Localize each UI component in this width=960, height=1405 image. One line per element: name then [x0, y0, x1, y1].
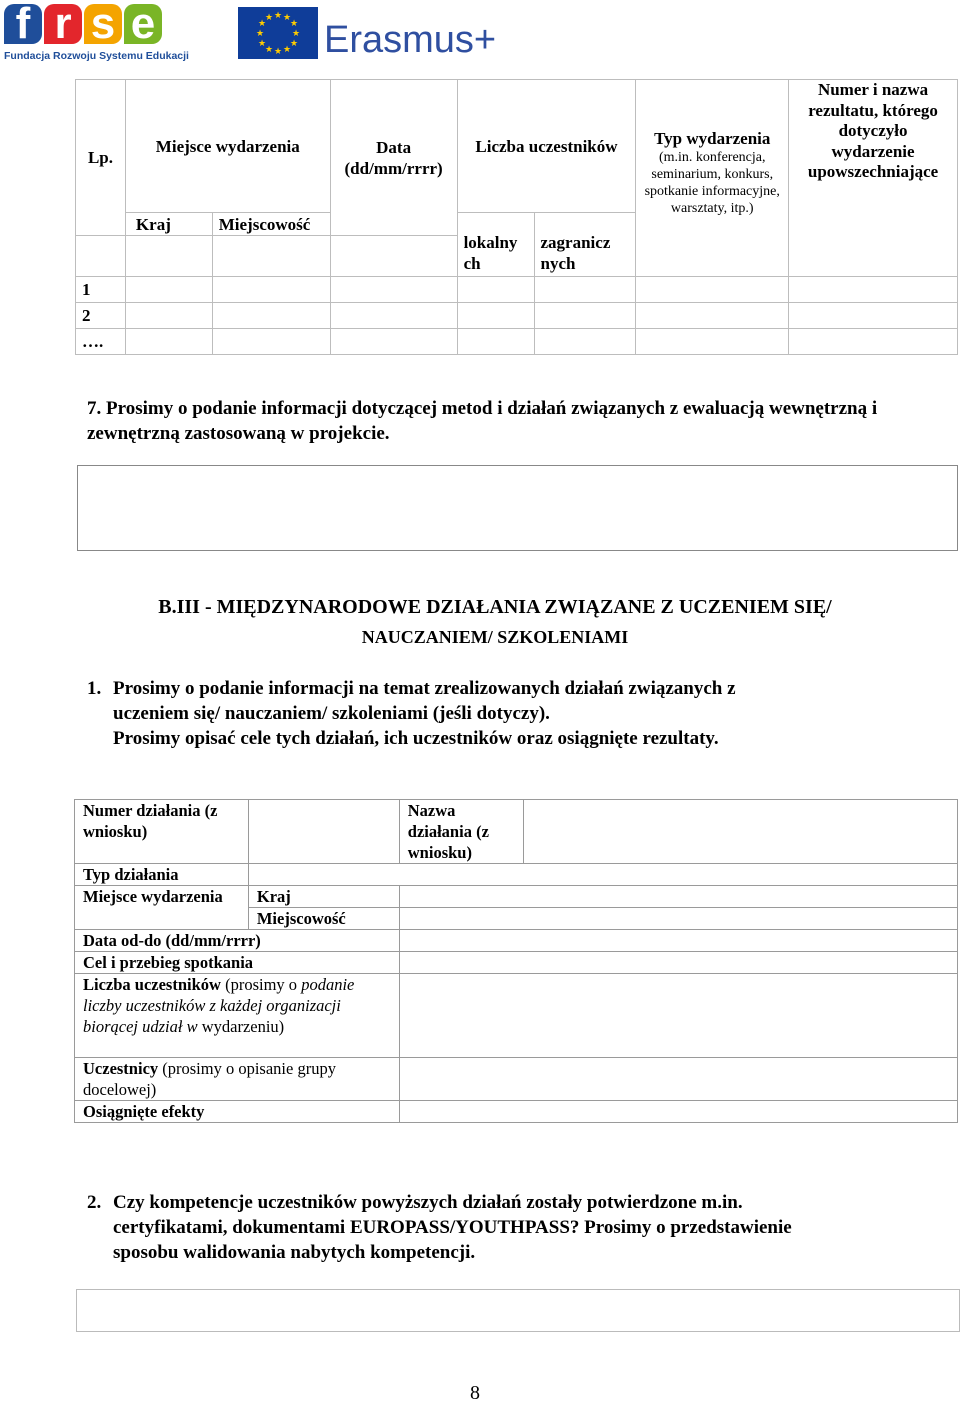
svg-text:★: ★	[255, 29, 265, 39]
answer-box-q2[interactable]	[76, 1289, 960, 1332]
svg-text:★: ★	[257, 39, 267, 49]
label-uczestnicy-rest: (prosimy o opisanie grupy docelowej)	[83, 1059, 336, 1099]
label-miejsce: Miejsce wydarzenia	[75, 886, 249, 930]
value-typ-dzialania[interactable]	[248, 864, 957, 886]
value-cel[interactable]	[399, 952, 957, 974]
label-liczba-bold: Liczba uczestników	[83, 975, 221, 994]
events-table	[75, 79, 958, 355]
answer-box-q7[interactable]	[77, 465, 958, 551]
value-miejscowosc[interactable]	[399, 908, 957, 930]
frse-letter-r: r	[44, 4, 82, 44]
svg-text:★: ★	[282, 45, 292, 55]
value-efekty[interactable]	[399, 1101, 957, 1123]
question-1-line2: uczeniem się/ nauczaniem/ szkoleniami (jeśli dotyczy).	[113, 703, 550, 724]
question-1-line3: Prosimy opisać cele tych działań, ich uczestników oraz osiągnięte rezultaty.	[113, 728, 719, 749]
label-efekty: Osiągnięte efekty	[75, 1101, 400, 1123]
svg-text:★: ★	[264, 45, 274, 55]
header-lp: Lp.	[76, 80, 126, 236]
header-miejscowosc: Miejscowość	[212, 213, 330, 236]
svg-text:★: ★	[289, 39, 299, 49]
header-typ	[636, 80, 789, 277]
header-kraj: Kraj	[125, 213, 212, 236]
frse-logo	[4, 0, 189, 62]
label-uczestnicy	[75, 1058, 400, 1101]
row-2-lp: 2	[76, 303, 126, 329]
section-b3-line2: NAUCZANIEM/ SZKOLENIAMI	[361, 627, 629, 647]
value-uczestnicy[interactable]	[399, 1058, 957, 1101]
label-nazwa-dzialania: Nazwa działania (z wniosku)	[399, 800, 523, 864]
activity-table	[74, 799, 958, 1123]
frse-letter-f: f	[4, 4, 42, 44]
svg-text:★: ★	[273, 47, 283, 57]
eu-flag-icon	[238, 7, 318, 59]
svg-text:★: ★	[273, 11, 283, 21]
frse-letter-s: s	[84, 4, 122, 44]
label-uczestnicy-bold: Uczestnicy	[83, 1059, 159, 1078]
value-kraj[interactable]	[399, 886, 957, 908]
value-liczba[interactable]	[399, 974, 957, 1058]
section-b3-title	[100, 592, 890, 652]
svg-text:★: ★	[282, 13, 292, 23]
question-1	[87, 676, 927, 751]
label-numer-dzialania: Numer działania (z wniosku)	[75, 800, 249, 864]
svg-text:★: ★	[289, 19, 299, 29]
page-number: 8	[470, 1382, 480, 1404]
header-miejsce: Miejsce wydarzenia	[125, 80, 330, 213]
label-cel: Cel i przebieg spotkania	[75, 952, 400, 974]
label-data: Data od-do (dd/mm/rrrr)	[75, 930, 400, 952]
question-2	[87, 1190, 947, 1265]
header-lokalnych: lokalny ch	[457, 213, 534, 277]
header-numer: Numer i nazwa rezultatu, którego dotyczyło wydarzenie upowszechniające	[789, 80, 958, 277]
label-liczba-italic: podanie liczby uczestników z każdej organizacji biorącej udział w	[83, 975, 355, 1036]
value-numer-dzialania[interactable]	[248, 800, 399, 864]
header-typ-label: Typ wydarzenia	[654, 129, 771, 148]
label-typ-dzialania: Typ działania	[75, 864, 249, 886]
header-data: Data (dd/mm/rrrr)	[330, 80, 457, 236]
frse-letter-e: e	[124, 4, 162, 44]
label-liczba-b: wydarzeniu)	[201, 1017, 285, 1036]
question-2-line1: Czy kompetencje uczestników powyższych działań zostały potwierdzone m.in.	[113, 1192, 743, 1213]
question-2-line2: certyfikatami, dokumentami EUROPASS/YOUTHPASS? Prosimy o przedstawienie	[113, 1217, 792, 1238]
row-1-lp: 1	[76, 277, 126, 303]
question-7: 7. Prosimy o podanie informacji dotyczącej metod i działań związanych z ewaluacją wewnętrzną i zewnętrzną zastosowaną w projekcie.	[87, 398, 878, 444]
question-1-line1: Prosimy o podanie informacji na temat zrealizowanych działań związanych z	[113, 678, 736, 699]
label-kraj: Kraj	[248, 886, 399, 908]
header-zagranicznych: zagranicz nych	[534, 213, 636, 277]
label-liczba	[75, 974, 400, 1058]
question-2-number: 2.	[87, 1192, 102, 1213]
svg-text:★: ★	[257, 19, 267, 29]
value-nazwa-dzialania[interactable]	[523, 800, 957, 864]
question-2-line3: sposobu walidowania nabytych kompetencji.	[113, 1242, 476, 1263]
label-liczba-a: (prosimy o	[225, 975, 298, 994]
label-miejscowosc: Miejscowość	[248, 908, 399, 930]
row-3-lp: ….	[76, 329, 126, 355]
section-b3-line1: B.III - MIĘDZYNARODOWE DZIAŁANIA ZWIĄZANE Z UCZENIEM SIĘ/	[158, 596, 832, 618]
header-typ-note: (m.in. konferencja, seminarium, konkurs, spotkanie informacyjne, warsztaty, itp.)	[644, 150, 780, 216]
value-data[interactable]	[399, 930, 957, 952]
erasmus-logo: Erasmus+	[324, 19, 497, 61]
question-1-number: 1.	[87, 678, 102, 699]
svg-text:★: ★	[291, 29, 301, 39]
frse-subtitle: Fundacja Rozwoju Systemu Edukacji	[4, 50, 189, 62]
svg-text:★: ★	[264, 13, 274, 23]
header-liczba: Liczba uczestników	[457, 80, 636, 213]
